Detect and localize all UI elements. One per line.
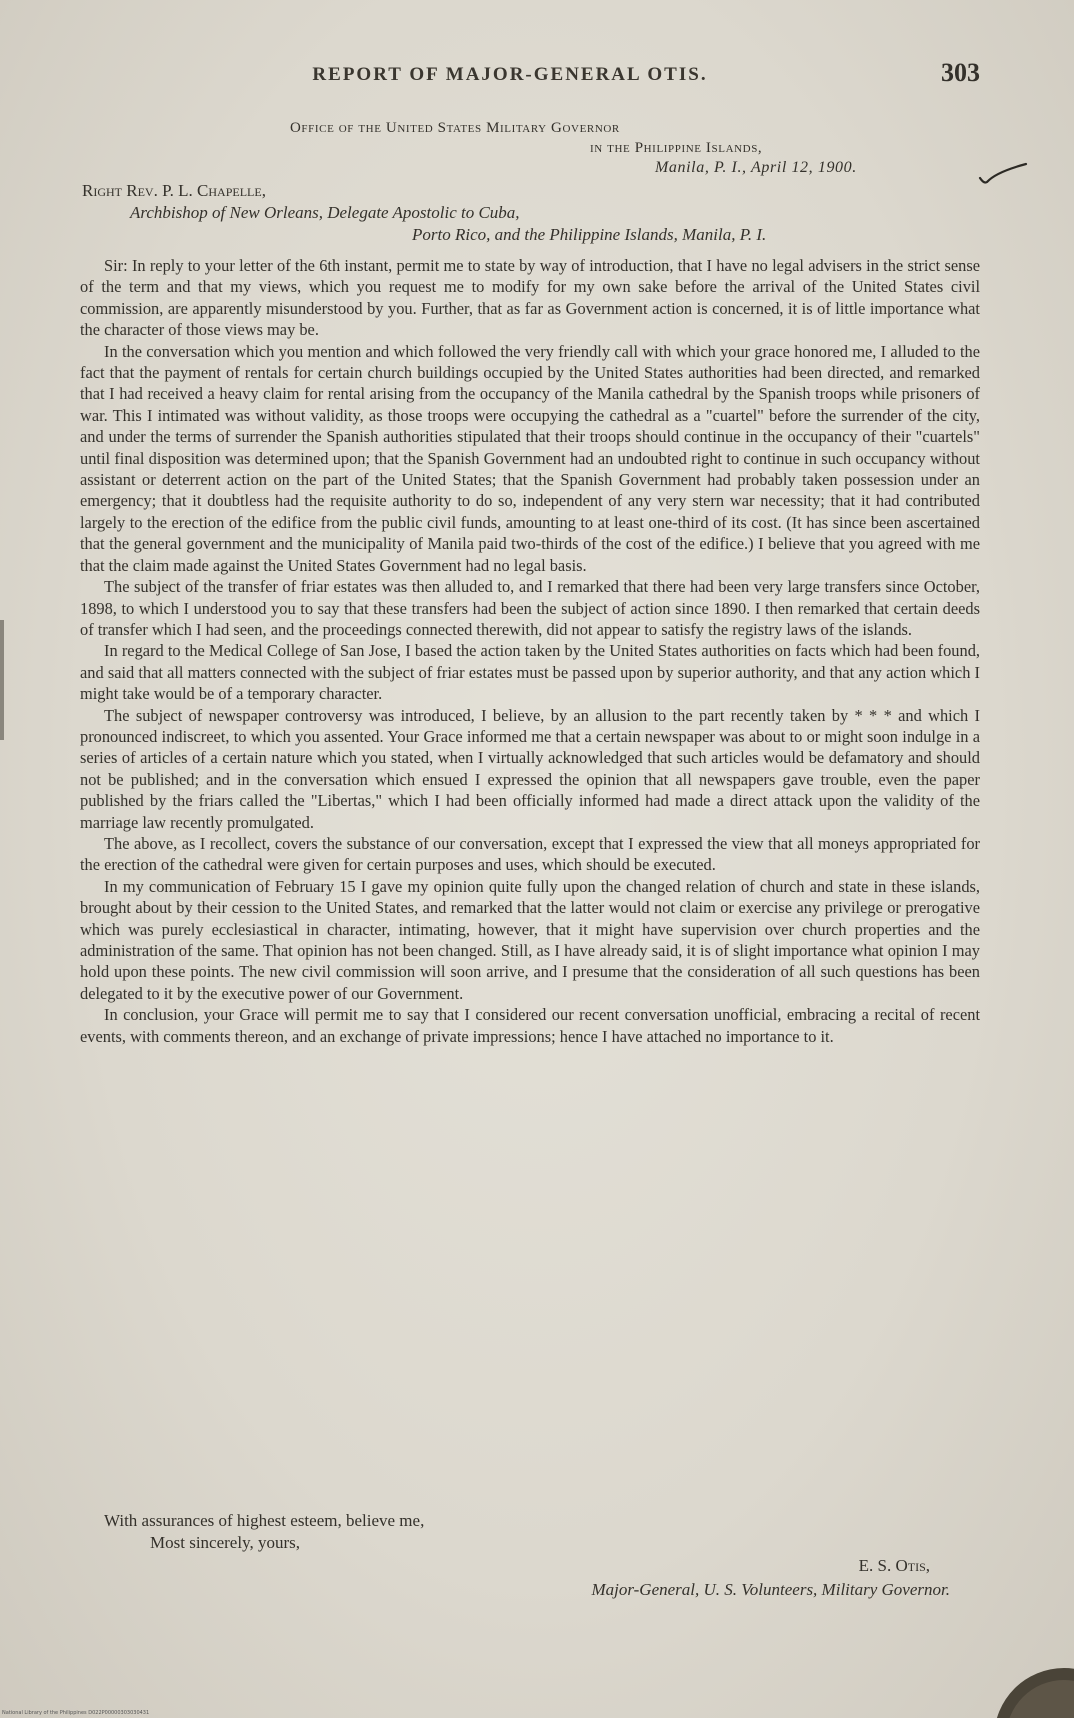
office-line-1: Office of the United States Military Governor bbox=[290, 120, 620, 136]
page-header bbox=[80, 58, 980, 100]
body-paragraph: The subject of the transfer of friar estates was then alluded to, and I remarked that there had been very large transfers since October, 1898, to which I understood you to say that these transfers had been the subject of action since 1890. I then remarked that certain deeds of transfer which I had seen, and the proceedings connected therewith, did not appear to satisfy the registry laws of the islands. bbox=[80, 577, 980, 639]
page-edge-shadow bbox=[0, 620, 4, 740]
closing-line-1: With assurances of highest esteem, believe me, bbox=[104, 1511, 425, 1530]
addressee-line-1: Right Rev. P. L. Chapelle, bbox=[82, 181, 266, 200]
letter-body bbox=[80, 255, 980, 1047]
body-paragraph: In regard to the Medical College of San Jose, I based the action taken by the United States authorities on facts which had been found, and said that all matters connected with the subject of friar estates must be passed upon by superior authority, and that any action which I might take would be of a temporary character. bbox=[80, 641, 980, 704]
addressee-line-2: Archbishop of New Orleans, Delegate Apostolic to Cuba, bbox=[130, 203, 520, 222]
signature-title: Major-General, U. S. Volunteers, Military Governor. bbox=[591, 1580, 950, 1599]
office-line-2: in the Philippine Islands, bbox=[590, 140, 763, 156]
page-number: 303 bbox=[941, 58, 980, 87]
body-paragraph: In conclusion, your Grace will permit me to say that I considered our recent conversation unofficial, embracing a recital of recent events, with comments thereon, and an exchange of private impressions; hence I have attached no importance to it. bbox=[80, 1005, 980, 1046]
handwritten-check-mark bbox=[978, 162, 1028, 186]
body-paragraph: The above, as I recollect, covers the substance of our conversation, except that I expressed the view that all moneys appropriated for the erection of the cathedral were given for certain purposes and uses, which should be executed. bbox=[80, 833, 980, 875]
body-paragraph: The subject of newspaper controversy was introduced, I believe, by an allusion to the part recently taken by * * * and which I pronounced indiscreet, to which you assented. Your Grace informed me that a certain newspaper was about to or might soon indulge in a series of articles of a certain nature which you stated, when I virtually acknowledged that such articles would be defamatory and should not be published; and in the conversation which ensued I expressed the opinion that all newspapers gave trouble, even the paper published by the friars called the "Libertas," which I had been officially informed had made a direct attack upon the validity of the marriage law recently promulgated. bbox=[80, 705, 980, 832]
closing-line-2: Most sincerely, yours, bbox=[150, 1533, 300, 1552]
body-paragraph: In the conversation which you mention and which followed the very friendly call with which your grace honored me, I alluded to the fact that the payment of rentals for certain church buildings occupied by the United States authorities had been directed, and remarked that I had received a heavy claim for rental arising from the occupancy of the Manila cathedral by the Spanish troops while prisoners of war. This I intimated was without validity, as those troops were occupying the cathedral as a "cuartel" before the surrender of the city, and under the terms of surrender the Spanish authorities stipulated that their troops should continue in the occupancy of their "cuartels" until final disposition was determined upon; that the Spanish Government had an undoubted right to continue in such occupancy without assistant or deterrent action on the part of the United States; that the Spanish Government had probably taken possession under an emergency; that it doubtless had the requisite authority to do so, independent of any very stern war necessity; that it had contributed largely to the erection of the edifice from the public civil funds, amounting to at least one-third of its cost. (It has since been ascertained that the general government and the municipality of Manila paid two-thirds of the cost of the edifice.) I believe that you agreed with me that the claim made against the United States Government had no legal basis. bbox=[80, 341, 980, 575]
scan-thumb-shadow bbox=[974, 1638, 1074, 1718]
running-head: REPORT OF MAJOR-GENERAL OTIS. bbox=[312, 64, 708, 85]
body-paragraph: Sir: In reply to your letter of the 6th instant, permit me to state by way of introduction, that I have no legal advisers in the strict sense of the term and that my views, which you request me to modify for my own sake before the arrival of the United States civil commission, are apparently misunderstood by you. Further, that as far as Government action is concerned, it is of little importance what the character of those views may be. bbox=[80, 256, 980, 340]
signature-name: E. S. Otis, bbox=[858, 1556, 930, 1575]
addressee-block bbox=[82, 180, 982, 246]
closing-block bbox=[80, 1510, 980, 1554]
body-paragraph: In my communication of February 15 I gave my opinion quite fully upon the changed relation of church and state in these islands, brought about by their cession to the United States, and remarked that the latter would not claim or exercise any privilege or prerogative which was purely ecclesiastical in character, intimating, however, that it might have supervision over church properties and the administration of the same. That opinion has not been changed. Still, as I have already said, it is of slight importance what opinion I may hold upon these points. The new civil commission will soon arrive, and I presume that the consideration of all such questions has been delegated to it by the executive power of our Government. bbox=[80, 876, 980, 1003]
office-date-line: Manila, P. I., April 12, 1900. bbox=[655, 159, 857, 176]
addressee-line-3: Porto Rico, and the Philippine Islands, Manila, P. I. bbox=[412, 225, 767, 244]
footer-credit: National Library of the Philippines D022P00000303030431 bbox=[2, 1710, 150, 1716]
office-block bbox=[290, 118, 960, 178]
signature-block bbox=[380, 1554, 950, 1602]
